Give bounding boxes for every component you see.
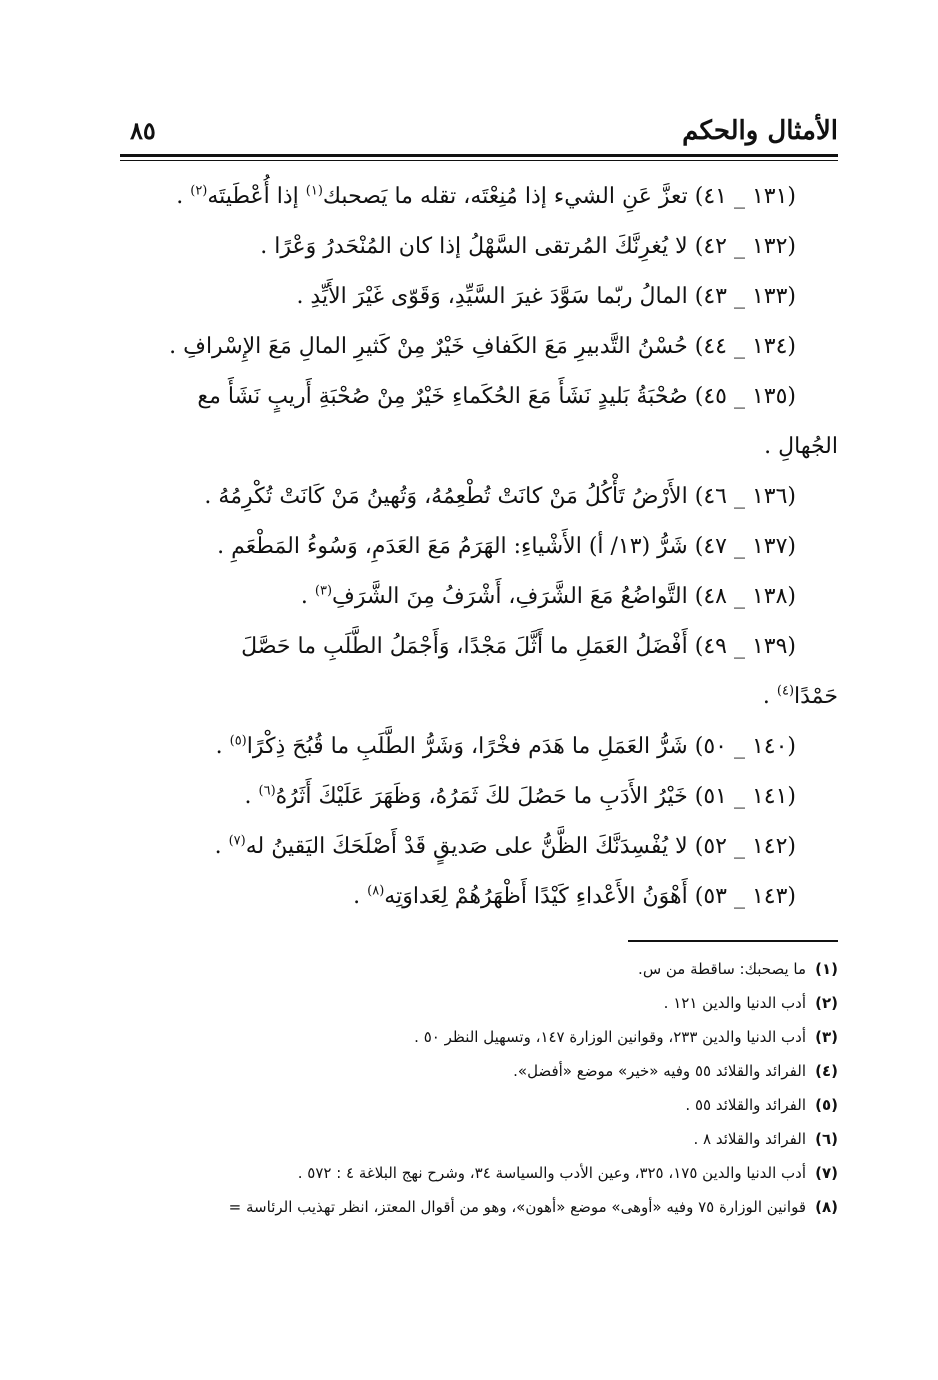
entry-text: لا يُفْسِدَنَّكَ الظَّنُّ على صَديقٍ قَدْ أَصْلَحَكَ اليَقينُ له xyxy=(245,834,688,859)
entry-text: خَيْرُ الأَدَبِ ما حَصُلَ لكَ ثَمَرُهُ، وَظَهَرَ عَلَيْكَ أَثَرُهُ xyxy=(275,784,688,809)
footnotes xyxy=(110,952,838,1224)
footnote-text: ما يصحبك: ساقطة من س. xyxy=(638,960,806,978)
entry-number: (١٤٢ _ ٥٢) xyxy=(694,834,796,859)
entry-end: . xyxy=(215,734,223,759)
footnote-number: (٥) xyxy=(815,1096,838,1114)
entry-number: (١٣٩ _ ٤٩) xyxy=(694,634,796,659)
header-rule-thin xyxy=(120,160,838,161)
saying-entry xyxy=(120,622,838,722)
footnote-text: الفرائد والقلائد ٥٥ وفيه «خير» موضع «أفضل». xyxy=(513,1062,806,1080)
footnote xyxy=(110,1156,838,1190)
saying-entry xyxy=(120,572,838,622)
saying-entry xyxy=(120,222,838,272)
entry-end: . xyxy=(353,884,361,909)
entry-number: (١٣٣ _ ٤٣) xyxy=(694,284,796,309)
footnote-number: (٣) xyxy=(815,1028,838,1046)
entry-end: . xyxy=(244,784,252,809)
entry-number: (١٣٨ _ ٤٨) xyxy=(694,584,796,609)
entry-text: إذا أُعْطَيتَه xyxy=(207,184,299,209)
sayings-list xyxy=(120,172,838,922)
entry-continuation-text: حَمْدًا xyxy=(794,684,838,709)
footnote-ref: (٥) xyxy=(229,733,247,749)
entry-end: . xyxy=(762,684,770,709)
entry-number: (١٣٦ _ ٤٦) xyxy=(694,484,796,509)
saying-entry xyxy=(120,872,838,922)
running-title: الأمثال والحكم xyxy=(682,116,838,146)
entry-number: (١٣٢ _ ٤٢) xyxy=(694,234,796,259)
page-header xyxy=(120,112,838,156)
entry-text: شَرُّ (١٣/ أ) الأَشْياءِ: الهَرَمُ مَعَ العَدَمِ، وَسُوءُ المَطْعَمِ . xyxy=(217,534,688,559)
footnote-ref: (٨) xyxy=(367,883,385,899)
footnote-number: (١) xyxy=(815,960,838,978)
entry-text: تعزَّ عَنِ الشيء إذا مُنِعْتَه، تقله ما يَصحبك xyxy=(322,184,688,209)
footnote-ref: (٣) xyxy=(314,583,333,599)
footnote-number: (٨) xyxy=(815,1198,838,1216)
footnote-ref: (٦) xyxy=(258,783,276,799)
saying-entry xyxy=(120,472,838,522)
footnote xyxy=(110,952,838,986)
header-rule-thick xyxy=(120,154,838,157)
saying-entry xyxy=(120,172,838,222)
footnote-number: (٦) xyxy=(815,1130,838,1148)
footnote xyxy=(110,1190,838,1224)
footnote-text: الفرائد والقلائد ٥٥ . xyxy=(685,1096,806,1114)
entry-text: الأَرْضُ تَأْكُلُ مَنْ كانَتْ تُطْعِمُهُ، وَتُهينُ مَنْ كَانَتْ تُكْرِمُهُ . xyxy=(204,484,688,509)
footnote-ref: (٧) xyxy=(228,833,246,849)
footnote xyxy=(110,1020,838,1054)
entry-text: صُحْبَةُ بَليدٍ نَشَأَ مَعَ الحُكَماءِ خَيْرٌ مِنْ صُحْبَةِ أَريبٍ نَشَأَ مع xyxy=(197,384,688,409)
footnote-number: (٧) xyxy=(815,1164,838,1182)
footnote xyxy=(110,986,838,1020)
page-number: ٨٥ xyxy=(130,116,156,145)
footnote-ref: (٤) xyxy=(776,683,795,699)
entry-number: (١٤١ _ ٥١) xyxy=(694,784,796,809)
footnote xyxy=(110,1122,838,1156)
saying-entry xyxy=(120,272,838,322)
entry-continuation: الجُهالِ . xyxy=(764,434,838,459)
entry-text: أَهْوَنُ الأَعْداءِ كَيْدًا أَظْهَرُهُمْ لِعَداوَتِه xyxy=(384,884,688,909)
footnote-ref: (٢) xyxy=(190,183,208,199)
entry-number: (١٤٣ _ ٥٣) xyxy=(694,884,796,909)
saying-entry xyxy=(120,322,838,372)
entry-continuation xyxy=(120,672,838,722)
footnote-text: الفرائد والقلائد ٨ . xyxy=(693,1130,806,1148)
entry-number: (١٤٠ _ ٥٠) xyxy=(694,734,796,759)
footnote-text: قوانين الوزارة ٧٥ وفيه «أوهى» موضع «أهون»، وهو من أقوال المعتز، انظر تهذيب الرئاسة = xyxy=(228,1198,806,1216)
entry-text: حُسْنُ التَّدبيرِ مَعَ الكَفافِ خَيْرٌ مِنْ كَثيرِ المالِ مَعَ الإِسْرافِ . xyxy=(169,334,688,359)
entry-number: (١٣٧ _ ٤٧) xyxy=(694,534,796,559)
entry-text: لا يُغرِنَّكَ المُرتقى السَّهْلُ إذا كان المُنْحَدرُ وَعْرًا . xyxy=(260,234,688,259)
saying-entry xyxy=(120,722,838,772)
entry-number: (١٣٥ _ ٤٥) xyxy=(694,384,796,409)
footnote xyxy=(110,1088,838,1122)
entry-end: . xyxy=(176,184,184,209)
footnote-number: (٤) xyxy=(815,1062,838,1080)
footnote-separator xyxy=(628,940,838,942)
saying-entry xyxy=(120,522,838,572)
footnote-text: أدب الدنيا والدين ١٢١ . xyxy=(663,994,806,1012)
saying-entry xyxy=(120,822,838,872)
entry-end: . xyxy=(214,834,222,859)
footnote xyxy=(110,1054,838,1088)
footnote-text: أدب الدنيا والدين ١٧٥، ٣٢٥، وعين الأدب والسياسة ٣٤، وشرح نهج البلاغة ٤ : ٥٧٢ . xyxy=(297,1164,806,1182)
footnote-number: (٢) xyxy=(815,994,838,1012)
saying-entry xyxy=(120,372,838,472)
entry-text: شَرُّ العَمَلِ ما هَدَم فخْرًا، وَشَرُّ الطَّلَبِ ما قُبُحَ ذِكْرًا xyxy=(246,734,688,759)
footnote-ref: (١) xyxy=(305,183,323,199)
footnote-text: أدب الدنيا والدين ٢٣٣، وقوانين الوزارة ١٤٧، وتسهيل النظر ٥٠ . xyxy=(414,1028,806,1046)
entry-text: المالُ ربّما سَوَّدَ غيرَ السَّيِّدِ، وَقَوّى غَيْرَ الأَيِّدِ . xyxy=(296,284,688,309)
saying-entry xyxy=(120,772,838,822)
entry-number: (١٣٤ _ ٤٤) xyxy=(694,334,796,359)
entry-end: . xyxy=(300,584,308,609)
entry-text: أَفْضَلُ العَمَلِ ما أَثَّلَ مَجْدًا، وَأَجْمَلُ الطَّلَبِ ما حَصَّلَ xyxy=(241,634,688,659)
entry-number: (١٣١ _ ٤١) xyxy=(694,184,796,209)
entry-text: التَّواضُعُ مَعَ الشَّرَفِ، أَشْرَفُ مِنَ الشَّرَفِ xyxy=(332,584,688,609)
